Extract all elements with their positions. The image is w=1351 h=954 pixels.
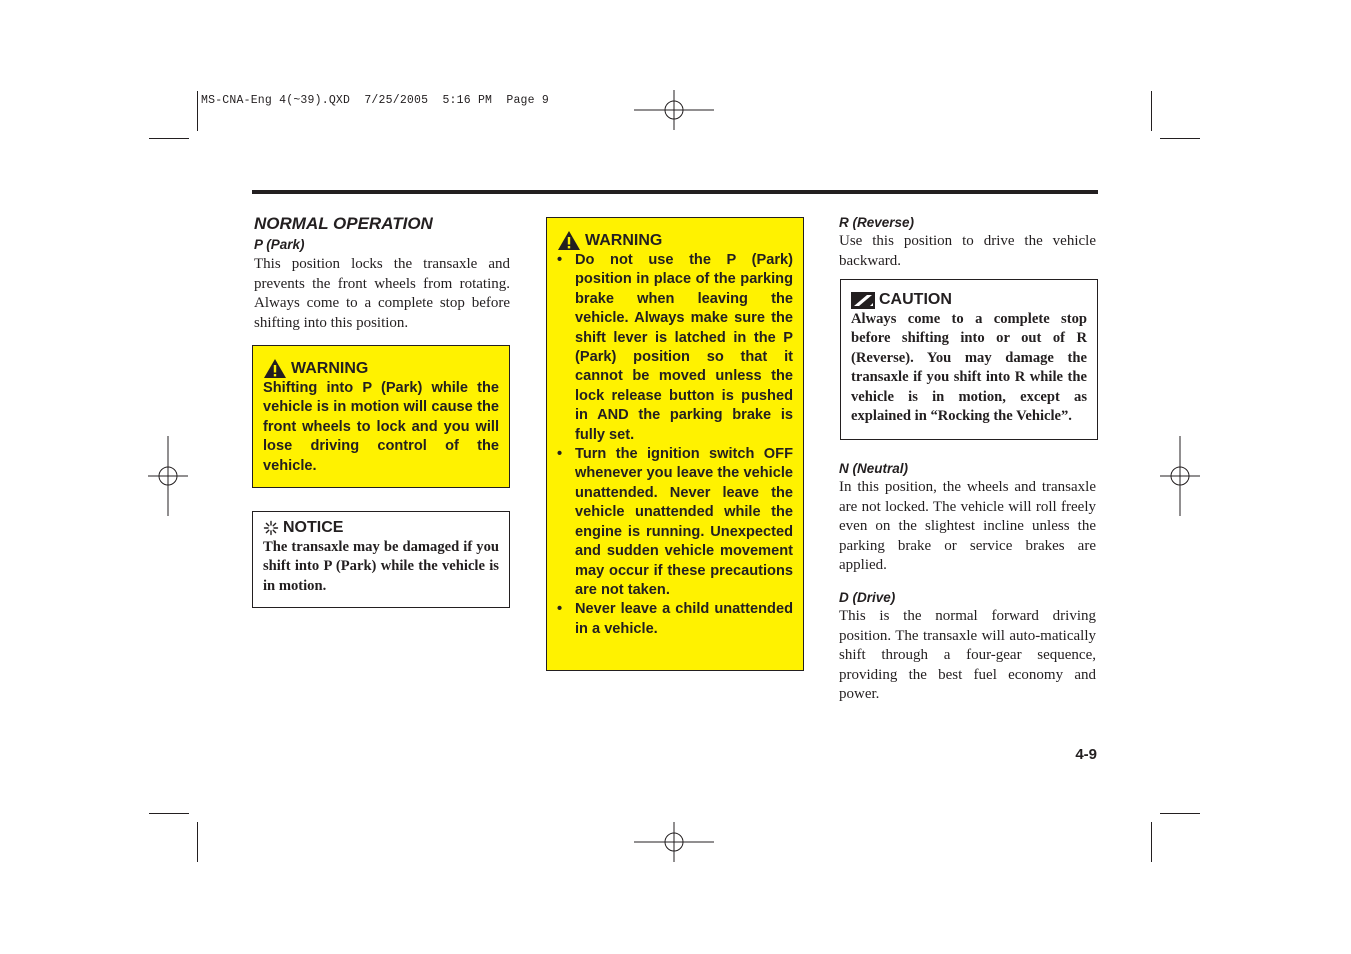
reverse-section — [839, 214, 1096, 271]
registration-mark-left — [148, 436, 188, 516]
warning-list — [557, 251, 793, 639]
caution-label: CAUTION — [879, 291, 952, 308]
drive-heading: D (Drive) — [839, 590, 896, 605]
list-item: • Turn the ignition switch OFF whenever you leave the vehicle unattended. Never leave the vehicle unattended while the engine is running. Unexpected and sudden vehicle movement may occur if these precautions are not taken. — [557, 445, 793, 600]
left-column — [254, 214, 510, 333]
drive-description: This is the normal forward driving position. The transaxle will auto-matically shift through a four-gear sequence, providing the best fuel economy and power. — [839, 608, 1096, 702]
neutral-description: In this position, the wheels and transaxle are not locked. The vehicle will roll freely even on the slightest incline unless the parking brake or service brakes are applied. — [839, 479, 1096, 573]
print-slug: MS-CNA-Eng 4(~39).QXD 7/25/2005 5:16 PM Page 9 — [201, 94, 549, 107]
warning-triangle-icon — [557, 230, 581, 251]
list-item: • Never leave a child unattended in a vehicle. — [557, 600, 793, 639]
notice-box — [252, 511, 510, 608]
park-warning-box — [252, 345, 510, 488]
header-rule — [252, 190, 1098, 194]
registration-mark-right — [1160, 436, 1200, 516]
neutral-heading: N (Neutral) — [839, 461, 909, 476]
reverse-description: Use this position to drive the vehicle backward. — [839, 233, 1096, 269]
main-warning-title — [557, 230, 793, 251]
park-warning-title — [263, 358, 499, 379]
registration-mark-bottom — [634, 822, 714, 862]
drive-section — [839, 589, 1096, 705]
registration-mark-top — [634, 90, 714, 130]
notice-icon — [263, 520, 279, 536]
park-heading: P (Park) — [254, 237, 305, 252]
park-warning-text: Shifting into P (Park) while the vehicle is in motion will cause the front wheels to lock and you will lose driving control of the vehicle. — [263, 380, 499, 474]
caution-text: Always come to a complete stop before shifting into or out of R (Reverse). You may damage the transaxle if you shift into R while the vehicle is in motion, except as explained in “Rocking the Vehicle”. — [851, 311, 1087, 425]
section-title: NORMAL OPERATION — [254, 214, 433, 233]
page-number: 4-9 — [1075, 746, 1097, 763]
notice-text: The transaxle may be damaged if you shift into P (Park) while the vehicle is in motion. — [263, 539, 499, 594]
park-description: This position locks the transaxle and prevents the front wheels from rotating. Always come to a complete stop before shifting into this position. — [254, 256, 510, 331]
caution-box — [840, 279, 1098, 440]
warning-label: WARNING — [585, 231, 663, 249]
warning-triangle-icon — [263, 358, 287, 379]
notice-title — [263, 518, 499, 538]
neutral-section — [839, 460, 1096, 576]
reverse-heading: R (Reverse) — [839, 215, 915, 230]
main-warning-box — [546, 217, 804, 671]
notice-label: NOTICE — [283, 519, 344, 536]
warning-label: WARNING — [291, 359, 369, 377]
list-item: • Do not use the P (Park) position in place of the parking brake when leaving the vehicle. Always make sure the shift lever is latched in the P (Park) position so that it cannot be moved unless the lock release button is pushed in AND the parking brake is fully set. — [557, 251, 793, 445]
caution-icon — [851, 292, 875, 309]
caution-title — [851, 290, 1087, 310]
